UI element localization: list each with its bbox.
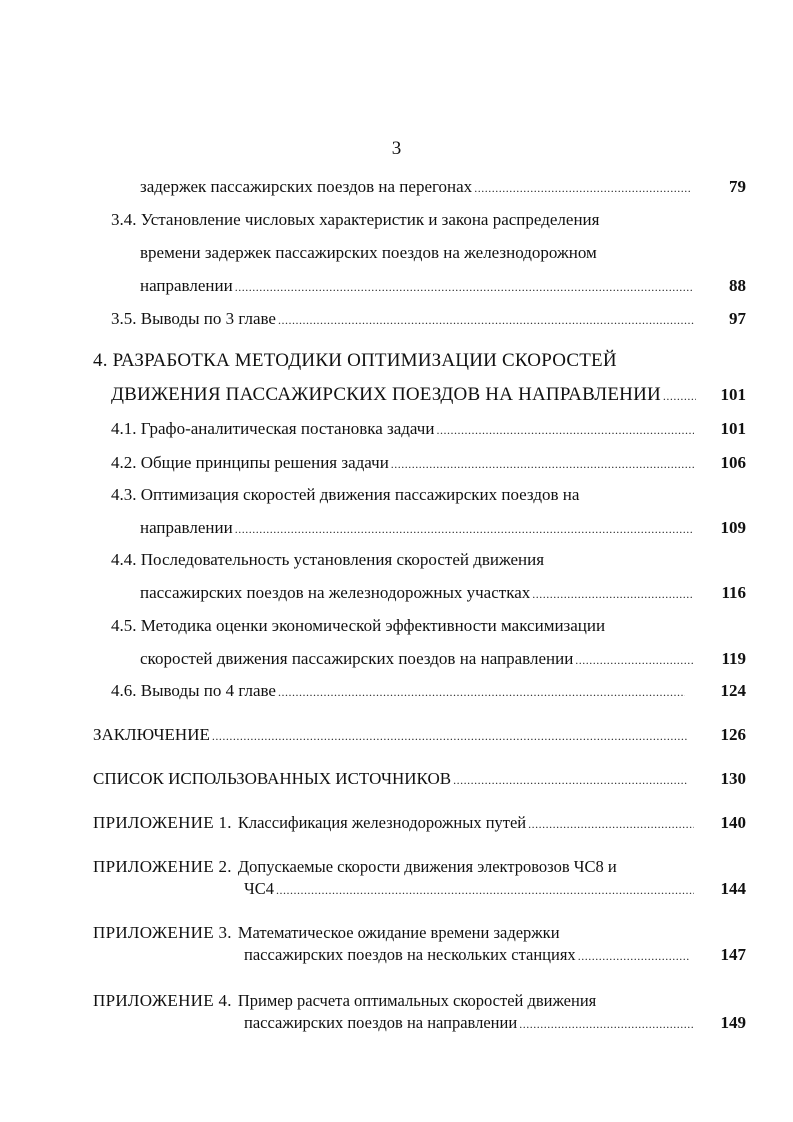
toc-entry-title [140, 242, 597, 264]
toc-page-number: 109 [720, 518, 746, 537]
toc-entry-line: 4.4. Последовательность установления скоростей движения [111, 550, 545, 569]
toc-entry-line: пассажирских поездов на железнодорожных участках [140, 583, 531, 602]
toc-page-number: 101 [720, 385, 746, 404]
dot-leader [474, 177, 690, 199]
appendix-label: ПРИЛОЖЕНИЕ 3. [93, 923, 232, 942]
dot-leader [528, 813, 694, 835]
chapter-heading-line: 4. РАЗРАБОТКА МЕТОДИКИ ОПТИМИЗАЦИИ СКОРОСТЕЙ [93, 350, 617, 371]
toc-entry-line: 4.5. Методика оценки экономической эффективности максимизации [111, 616, 606, 635]
toc-entry-title [111, 549, 544, 571]
toc-entry-title: 4.2. Общие принципы решения задачи [111, 453, 389, 472]
dot-leader [212, 725, 687, 747]
toc-entry [140, 582, 696, 605]
dot-leader [575, 649, 694, 671]
toc-entry-line: скоростей движения пассажирских поездов на направлении [140, 649, 574, 668]
dot-leader [663, 385, 696, 407]
toc-entry-line: 3.4. Установление числовых характеристик и закона распределения [111, 210, 600, 229]
toc-entry-line: пассажирских поездов на нескольких станциях [244, 945, 576, 964]
chapter-heading-line: ДВИЖЕНИЯ ПАССАЖИРСКИХ ПОЕЗДОВ НА НАПРАВЛЕНИИ [111, 384, 661, 405]
toc-page-number: 140 [720, 813, 746, 832]
toc-entry-title [111, 615, 605, 637]
toc-entry-title [111, 484, 579, 506]
toc-entry [244, 878, 696, 901]
appendix-label: ПРИЛОЖЕНИЕ 4. [93, 991, 232, 1010]
toc-entry-line: направлении [140, 518, 233, 537]
toc-entry-line: ЧС4 [244, 879, 274, 898]
dot-leader [235, 518, 694, 540]
toc-page-number: 101 [720, 419, 746, 438]
toc-page-number: 124 [720, 681, 746, 700]
toc-entry [93, 768, 689, 791]
toc-page-number: 149 [720, 1013, 746, 1032]
toc-entry-title: 3.5. Выводы по 3 главе [111, 309, 276, 328]
dot-leader [436, 419, 694, 441]
appendix-entry [93, 856, 617, 878]
toc-entry [111, 418, 696, 441]
toc-entry [244, 1012, 696, 1035]
dot-leader [453, 769, 687, 791]
toc-entry [93, 724, 689, 747]
toc-page-number: 119 [721, 649, 746, 668]
toc-entry-title: СПИСОК ИСПОЛЬЗОВАННЫХ ИСТОЧНИКОВ [93, 769, 452, 788]
toc-entry-line: Пример расчета оптимальных скоростей движения [237, 991, 597, 1010]
appendix-entry [93, 812, 696, 835]
toc-page-number: 130 [720, 769, 746, 788]
dot-leader [278, 309, 694, 331]
toc-entry [140, 517, 696, 540]
dot-leader [235, 276, 694, 298]
chapter-heading [93, 350, 617, 372]
toc-entry [111, 680, 687, 703]
dot-leader [519, 1013, 694, 1035]
toc-entry [111, 452, 696, 475]
toc-entry [111, 308, 696, 331]
toc-entry-line: Математическое ожидание времени задержки [237, 923, 560, 942]
toc-entry-title: ЗАКЛЮЧЕНИЕ [93, 725, 210, 744]
dot-leader [276, 879, 694, 901]
appendix-entry [93, 990, 596, 1012]
toc-page-number: 116 [721, 583, 746, 602]
toc-page-number: 79 [729, 177, 746, 196]
toc-page-number: 97 [729, 309, 746, 328]
dot-leader [278, 681, 685, 703]
toc-entry [140, 275, 696, 298]
toc-entry-title: Классификация железнодорожных путей [237, 813, 527, 832]
chapter-entry [111, 384, 698, 407]
toc-page-number: 147 [720, 945, 746, 964]
toc-page-number: 144 [720, 879, 746, 898]
toc-entry-title: 4.6. Выводы по 4 главе [111, 681, 276, 700]
toc-entry-line: пассажирских поездов на направлении [244, 1013, 518, 1032]
toc-entry-line: 4.3. Оптимизация скоростей движения пассажирских поездов на [111, 485, 580, 504]
dot-leader [532, 583, 694, 605]
appendix-entry [93, 922, 560, 944]
toc-page-number: 88 [729, 276, 746, 295]
toc-entry-title [111, 209, 599, 231]
toc-entry [140, 648, 696, 671]
toc-entry [140, 176, 692, 199]
toc-page-number: 106 [720, 453, 746, 472]
toc-entry-line: времени задержек пассажирских поездов на железнодорожном [140, 243, 597, 262]
toc-entry [244, 944, 692, 967]
dot-leader [391, 453, 694, 475]
toc-entry-title: 4.1. Графо-аналитическая постановка задачи [111, 419, 435, 438]
dot-leader [578, 945, 690, 967]
toc-entry-line: Допускаемые скорости движения электровозов ЧС8 и [237, 857, 617, 876]
toc-page-number: 126 [720, 725, 746, 744]
appendix-label: ПРИЛОЖЕНИЕ 1. [93, 813, 232, 832]
toc-entry-line: направлении [140, 276, 233, 295]
toc-entry-title: задержек пассажирских поездов на перегонах [140, 177, 473, 196]
appendix-label: ПРИЛОЖЕНИЕ 2. [93, 857, 232, 876]
page-number: 3 [391, 138, 402, 159]
